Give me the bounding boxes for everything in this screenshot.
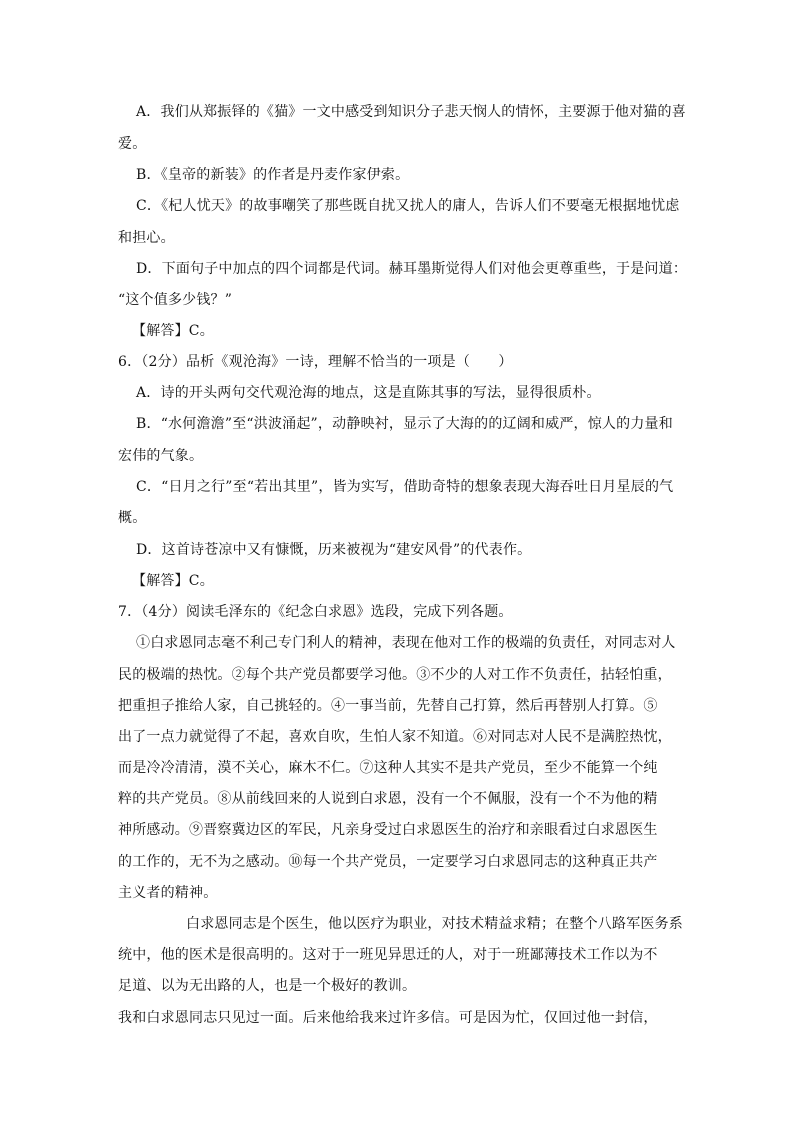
q6-stem: 6．（2分）品析《观沧海》一诗，理解不恰当的一项是（ ） (118, 354, 513, 370)
q7-passage-p1-line: ①白求恩同志毫不利己专门利人的精神，表现在他对工作的极端的负责任，对同志对人 (136, 635, 676, 651)
q6-option-b-line-2: 宏伟的气象。 (118, 448, 204, 464)
q7-stem: 7．（4分）阅读毛泽东的《纪念白求恩》选段，完成下列各题。 (118, 604, 513, 620)
q7-passage-p2-line: 统中，他的医术是很高明的。这对于一班见异思迁的人，对于一班鄙薄技术工作以为不 (118, 947, 658, 963)
q7-passage-p1-line: 而是冷冷清清，漠不关心，麻木不仁。⑦这种人其实不是共产党员，至少不能算一个纯 (118, 760, 658, 776)
q6-option-a: A．诗的开头两句交代观沧海的地点，这是直陈其事的写法，显得很质朴。 (136, 385, 601, 401)
q5-answer: 【解答】C。 (132, 323, 214, 339)
q7-passage-p1-line: 的工作的，无不为之感动。⑩每一个共产党员，一定要学习白求恩同志的这种真正共产 (118, 854, 658, 870)
q7-passage-p3-line: 我和白求恩同志只见过一面。后来他给我来过许多信。可是因为忙，仅回过他一封信， (118, 1010, 658, 1026)
q7-passage-p1-line: 出了一点力就觉得了不起，喜欢自吹，生怕人家不知道。⑥对同志对人民不是满腔热忱， (118, 729, 672, 745)
q6-answer: 【解答】C。 (132, 573, 214, 589)
q6-option-c-line-1: C．“日月之行”至“若出其里”，皆为实写，借助奇特的想象表现大海吞吐日月星辰的气 (136, 479, 674, 495)
q7-passage-p1-line: 民的极端的热忱。②每个共产党员都要学习他。③不少的人对工作不负责任，拈轻怕重， (118, 667, 672, 683)
q7-passage-p2-line: 白求恩同志是个医生，他以医疗为职业，对技术精益求精；在整个八路军医务系 (186, 916, 683, 932)
q7-passage-p1-line: 粹的共产党员。⑧从前线回来的人说到白求恩，没有一个不佩服，没有一个不为他的精 (118, 791, 658, 807)
q5-option-c-line-1: C．《杞人忧天》的故事嘲笑了那些既自扰又扰人的庸人，告诉人们不要毫无根据地忧虑 (136, 198, 680, 214)
q6-option-c-line-2: 概。 (118, 510, 147, 526)
q5-option-a-line-2: 爱。 (118, 136, 147, 152)
q5-option-d-line-2: “这个值多少钱？” (118, 292, 233, 308)
q5-option-d-line-1: D．下面句子中加点的四个词都是代词。赫耳墨斯觉得人们对他会更尊重些，于是问道： (136, 261, 688, 277)
q6-option-b-line-1: B．“水何澹澹”至“洪波涌起”，动静映衬，显示了大海的的辽阔和威严，惊人的力量和 (136, 416, 673, 432)
q5-option-b: B．《皇帝的新装》的作者是丹麦作家伊索。 (136, 167, 410, 183)
q6-option-d: D．这首诗苍凉中又有慷慨，历来被视为“建安风骨”的代表作。 (136, 542, 532, 558)
q7-passage-p1-line: 把重担子推给人家，自己挑轻的。④一事当前，先替自己打算，然后再替别人打算。⑤ (118, 698, 658, 714)
q7-passage-p2-line: 足道、以为无出路的人，也是一个极好的教训。 (118, 978, 417, 994)
q5-option-a-line-1: A．我们从郑振铎的《猫》一文中感受到知识分子悲天悯人的情怀，主要源于他对猫的喜 (136, 104, 686, 120)
q5-option-c-line-2: 和担心。 (118, 230, 175, 246)
q7-passage-p1-line: 主义者的精神。 (118, 885, 218, 901)
q7-passage-p1-line: 神所感动。⑨晋察冀边区的军民，凡亲身受过白求恩医生的治疗和亲眼看过白求恩医生 (118, 822, 658, 838)
